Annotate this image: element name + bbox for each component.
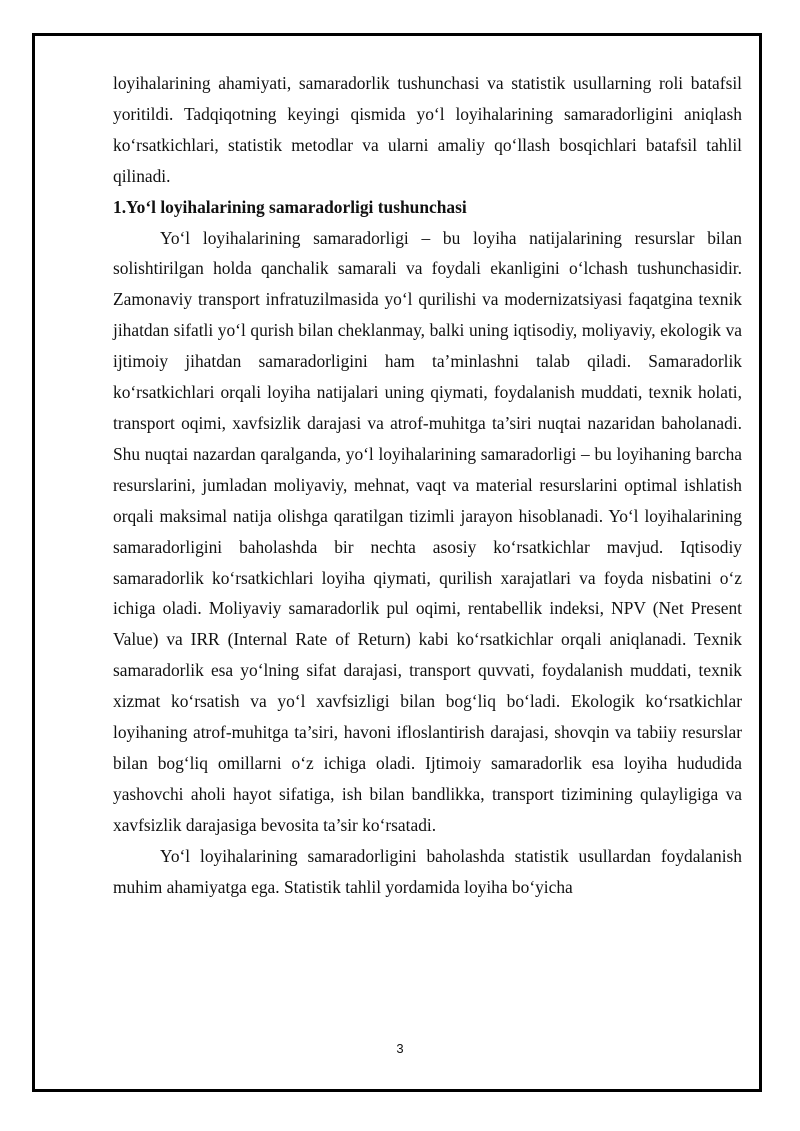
page-number: 3: [396, 1041, 404, 1056]
section-heading: 1.Yo‘l loyihalarining samaradorligi tushunchasi: [113, 196, 467, 217]
body-paragraph-2: Yo‘l loyihalarining samaradorligini baholashda statistik usullardan foydalanish muhim ahamiyatga ega. Statistik tahlil yordamida loyiha bo‘yicha: [113, 845, 742, 897]
intro-paragraph: loyihalarining ahamiyati, samaradorlik tushunchasi va statistik usullarning roli batafsil yoritildi. Tadqiqotning keyingi qismida yo‘l loyihalarining samaradorligini aniqlash ko‘rsatkichlari, statistik metodlar va ularni amaliy qo‘llash bosqichlari batafsil tahlil qilinadi.: [113, 73, 742, 186]
page-content: [113, 68, 742, 902]
body-paragraph-1: Yo‘l loyihalarining samaradorligi – bu loyiha natijalarining resurslar bilan solishtirilgan holda qanchalik samarali va foydali ekanligini o‘lchash tushunchasidir. Zamonaviy transport infratuzilmasida yo‘l qurilishi va modernizatsiyasi faqatgina texnik jihatdan sifatli yo‘l qurish bilan cheklanmay, balki uning iqtisodiy, moliyaviy, ekologik va ijtimoiy jihatdan samaradorligini ham ta’minlashni talab qiladi. Samaradorlik ko‘rsatkichlari orqali loyiha natijalari uning qiymati, foydalanish muddati, texnik holati, transport oqimi, xavfsizlik darajasi va atrof-muhitga ta’siri nuqtai nazaridan baholanadi. Shu nuqtai nazardan qaralganda, yo‘l loyihalarining samaradorligi – bu loyihaning barcha resurslarini, jumladan moliyaviy, mehnat, vaqt va material resurslarini optimal ishlatish orqali maksimal natija olishga qaratilgan tizimli jarayon hisoblanadi. Yo‘l loyihalarining samaradorligini baholashda bir nechta asosiy ko‘rsatkichlar mavjud. Iqtisodiy samaradorlik ko‘rsatkichlari loyiha qiymati, qurilish xarajatlari va foyda nisbatini o‘z ichiga oladi. Moliyaviy samaradorlik pul oqimi, rentabellik indeksi, NPV (Net Present Value) va IRR (Internal Rate of Return) kabi ko‘rsatkichlar orqali aniqlanadi. Texnik samaradorlik esa yo‘lning sifat darajasi, transport quvvati, foydalanish muddati, texnik xizmat ko‘rsatish va yo‘l xavfsizligi bilan bog‘liq bo‘ladi. Ekologik ko‘rsatkichlar loyihaning atrof-muhitga ta’siri, havoni ifloslantirish darajasi, shovqin va tabiiy resurslar bilan bog‘liq omillarni o‘z ichiga oladi. Ijtimoiy samaradorlik esa loyiha hududida yashovchi aholi hayot sifatiga, ish bilan bandlikka, transport tizimining qulayligiga va xavfsizlik darajasiga bevosita ta’sir ko‘rsatadi.: [113, 227, 742, 835]
